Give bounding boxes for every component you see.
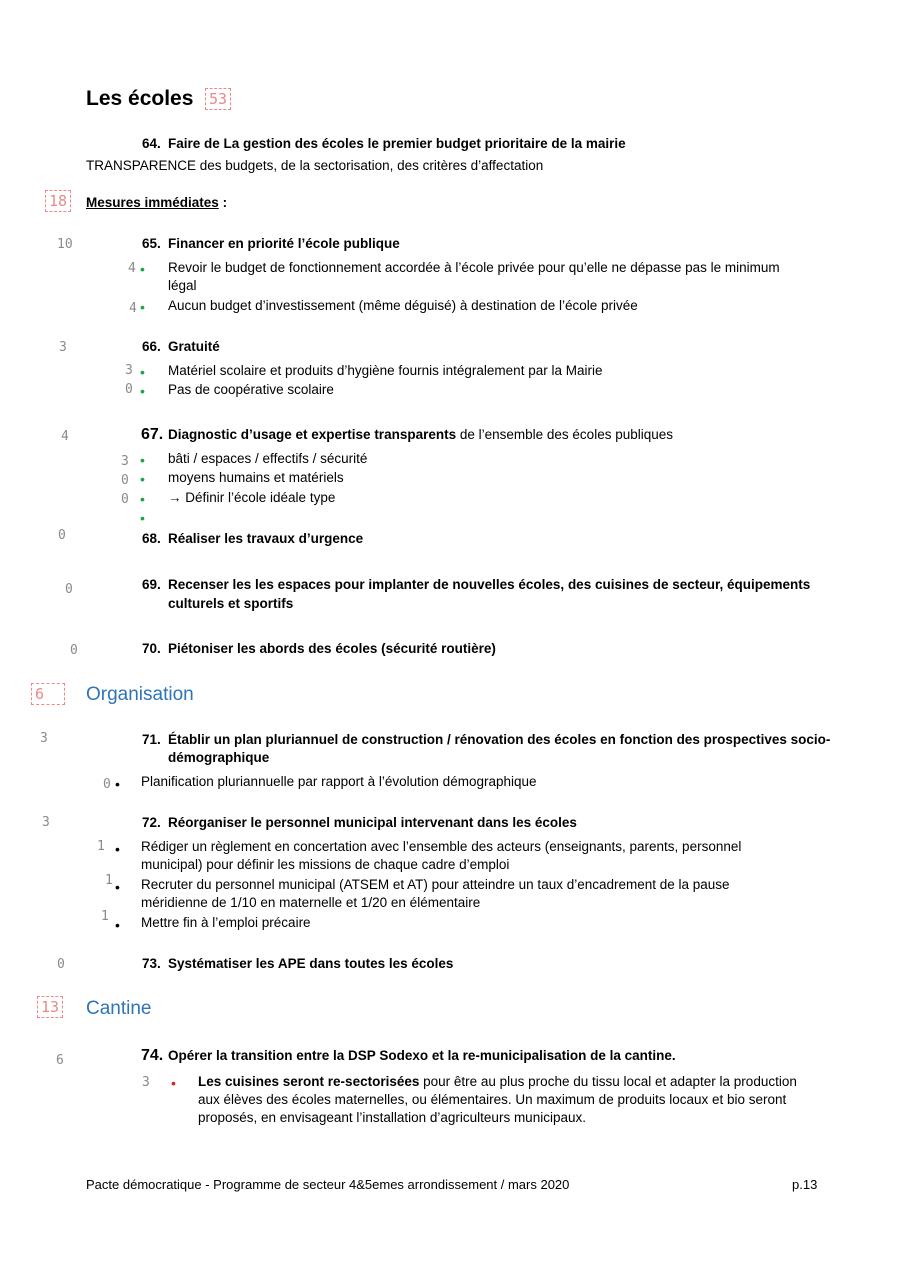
section-score-badge: 13 — [37, 996, 63, 1018]
bullet-text: moyens humains et matériels — [168, 470, 344, 485]
bullet-dot: • — [115, 879, 120, 895]
item-title: Réaliser les travaux d’urgence — [168, 531, 364, 546]
subheading-colon: : — [218, 195, 228, 210]
score: 10 — [57, 237, 73, 252]
item-title: Faire de La gestion des écoles le premier budget prioritaire de la mairie — [168, 136, 626, 151]
item-title-rest: de l’ensemble des écoles publiques — [456, 427, 673, 442]
item-number: 70. — [142, 641, 161, 656]
footer-text: Pacte démocratique - Programme de secteur 4&5emes arrondissement / mars 2020 — [86, 1177, 570, 1192]
bullet-dot: • — [140, 510, 145, 526]
item-number: 74. — [141, 1047, 164, 1064]
score: 3 — [125, 363, 133, 378]
bullet-text: Pas de coopérative scolaire — [168, 382, 334, 397]
item-number: 66. — [142, 339, 161, 354]
section-title: Cantine — [86, 998, 152, 1019]
score: 0 — [70, 643, 78, 658]
item-number: 73. — [142, 956, 161, 971]
item-number: 65. — [142, 236, 161, 251]
bullet-dot: • — [140, 299, 145, 315]
bullet-text: Revoir le budget de fonctionnement accordée à l’école privée pour qu’elle ne dépasse pas le minimum — [168, 260, 780, 275]
bullet-text-bold: Les cuisines seront re-sectorisées — [198, 1074, 420, 1089]
score: 6 — [56, 1053, 64, 1068]
item-title: démographique — [168, 750, 270, 765]
subheading — [86, 194, 227, 212]
item-number: 67. — [141, 426, 164, 443]
page-title: Les écoles — [86, 87, 194, 110]
bullet-text-rest: pour être au plus proche du tissu local et adapter la production — [419, 1074, 797, 1089]
section-title: Organisation — [86, 684, 194, 705]
section-score-badge: 6 — [31, 683, 65, 705]
item-number: 69. — [142, 577, 161, 592]
bullet-text: méridienne de 1/10 en maternelle et 1/20 en élémentaire — [141, 895, 481, 910]
bullet-text — [198, 1073, 797, 1091]
score: 3 — [42, 815, 50, 830]
bullet-dot: • — [140, 471, 145, 487]
section-score-badge: 18 — [45, 190, 71, 212]
bullet-text: → Définir l’école idéale type — [168, 490, 336, 505]
score: 0 — [121, 492, 129, 507]
bullet-text: Planification pluriannuelle par rapport à l’évolution démographique — [141, 774, 537, 789]
item-title: Recenser les les espaces pour implanter de nouvelles écoles, des cuisines de secteur, équipements — [168, 577, 811, 592]
item-title: culturels et sportifs — [168, 596, 294, 611]
item-title: Systématiser les APE dans toutes les écoles — [168, 956, 454, 971]
item-title: Piétoniser les abords des écoles (sécurité routière) — [168, 641, 496, 656]
score: 4 — [128, 261, 136, 276]
section-score-badge: 53 — [205, 88, 231, 110]
score: 4 — [129, 301, 137, 316]
item-title: Diagnostic d’usage et expertise transparents — [168, 427, 457, 442]
paragraph: TRANSPARENCE des budgets, de la sectorisation, des critères d’affectation — [86, 158, 544, 173]
score: 4 — [61, 429, 69, 444]
bullet-text: bâti / espaces / effectifs / sécurité — [168, 451, 368, 466]
score: 0 — [121, 473, 129, 488]
bullet-text: Matériel scolaire et produits d’hygiène fournis intégralement par la Mairie — [168, 363, 603, 378]
score: 3 — [142, 1075, 150, 1090]
bullet-text: Rédiger un règlement en concertation avec l’ensemble des acteurs (enseignants, parents, personnel — [141, 839, 742, 854]
score: 3 — [121, 454, 129, 469]
bullet-dot: • — [115, 917, 120, 933]
bullet-dot: • — [115, 776, 120, 792]
bullet-dot: • — [140, 364, 145, 380]
bullet-text: légal — [168, 278, 197, 293]
item-number: 72. — [142, 815, 161, 830]
item-title: Réorganiser le personnel municipal intervenant dans les écoles — [168, 815, 577, 830]
item-title: Établir un plan pluriannuel de construction / rénovation des écoles en fonction des prospectives socio- — [168, 732, 831, 747]
bullet-dot: • — [171, 1075, 176, 1091]
score: 0 — [58, 528, 66, 543]
subheading-label: Mesures immédiates — [86, 195, 219, 210]
score: 3 — [59, 340, 67, 355]
score: 1 — [101, 909, 109, 924]
item-title: Opérer la transition entre la DSP Sodexo et la re-municipalisation de la cantine. — [168, 1048, 676, 1063]
item-title: Gratuité — [168, 339, 220, 354]
score: 0 — [125, 382, 133, 397]
bullet-dot: • — [140, 491, 145, 507]
item-title-line — [168, 426, 673, 444]
bullet-dot: • — [140, 261, 145, 277]
score: 0 — [103, 777, 111, 792]
bullet-text: proposés, en envisageant l’installation d’agriculteurs municipaux. — [198, 1110, 586, 1125]
score: 1 — [97, 839, 105, 854]
score: 1 — [105, 873, 113, 888]
bullet-dot: • — [115, 841, 120, 857]
bullet-text: municipal) pour définir les missions de chaque cadre d’emploi — [141, 857, 510, 872]
bullet-text: Aucun budget d’investissement (même déguisé) à destination de l’école privée — [168, 298, 638, 313]
item-number: 71. — [142, 732, 161, 747]
page-number: p.13 — [792, 1177, 818, 1192]
bullet-text: Recruter du personnel municipal (ATSEM et AT) pour atteindre un taux d’encadrement de la pause — [141, 877, 730, 892]
item-number: 68. — [142, 531, 161, 546]
score: 3 — [40, 731, 48, 746]
bullet-dot: • — [140, 452, 145, 468]
item-number: 64. — [142, 136, 161, 151]
score: 0 — [65, 582, 73, 597]
item-title: Financer en priorité l’école publique — [168, 236, 400, 251]
bullet-text: Mettre fin à l’emploi précaire — [141, 915, 311, 930]
bullet-text: aux élèves des écoles maternelles, ou élémentaires. Un maximum de produits locaux et bio seront — [198, 1092, 787, 1107]
score: 0 — [57, 957, 65, 972]
bullet-dot: • — [140, 383, 145, 399]
